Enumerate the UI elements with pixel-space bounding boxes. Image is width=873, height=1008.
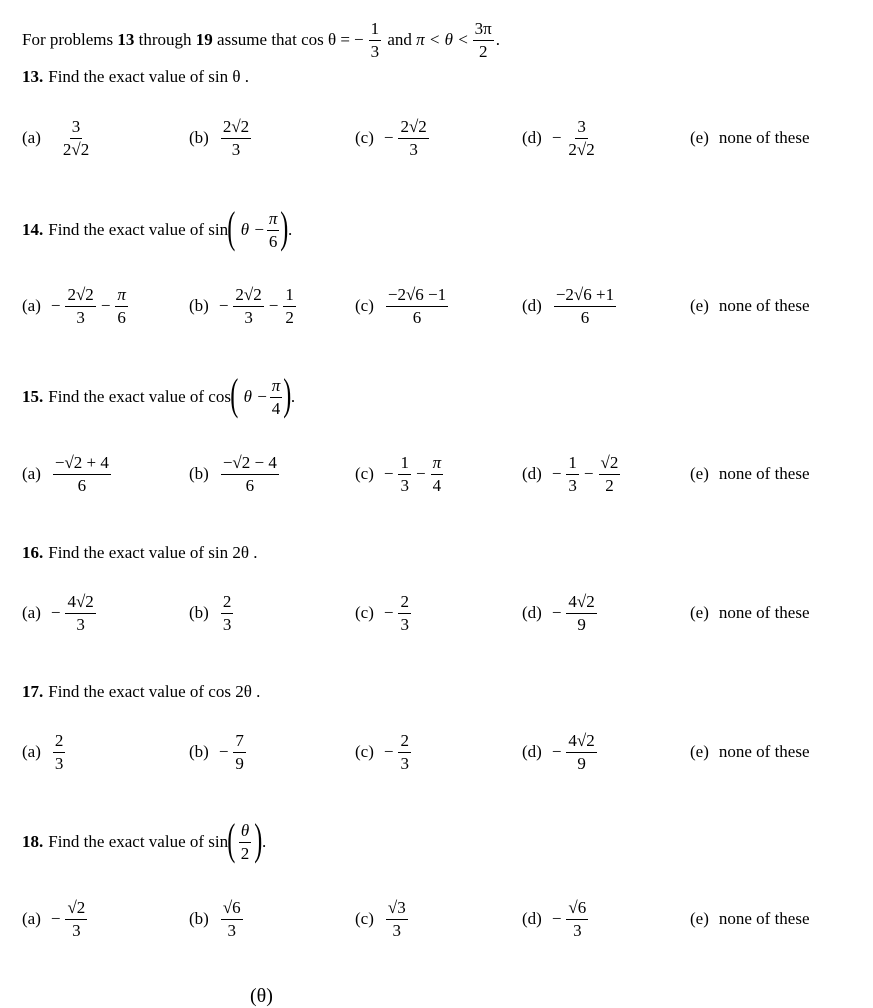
- range-upper-fraction: $\frac{3\pi}{2}$: [474, 18, 492, 61]
- q15-option-c[interactable]: (c) − $\frac{1}{3}$ − $\frac{\pi}{4}$: [355, 452, 442, 495]
- q14-option-e[interactable]: (e) none of these: [690, 296, 810, 315]
- q15-option-e[interactable]: (e) none of these: [690, 464, 810, 483]
- q18-option-b[interactable]: (b) $\frac{√6}{3}$: [189, 897, 241, 940]
- q16-option-a[interactable]: (a) − $\frac{4√2}{3}$: [22, 591, 94, 634]
- q17-option-d[interactable]: (d) − $\frac{4√2}{9}$: [522, 730, 595, 773]
- q18-option-d[interactable]: (d) − $\frac{√6}{3}$: [522, 897, 587, 940]
- problem-intro: For problems 13 through 19 assume that cos θ = − $\frac{1}{3}$ and π < θ < $\frac{3\pi}{2}$ .: [22, 18, 501, 61]
- q18-option-e[interactable]: (e) none of these: [690, 909, 810, 928]
- q16-option-b[interactable]: (b) $\frac{2}{3}$: [189, 591, 232, 634]
- cut-off-expression: (θ): [250, 985, 273, 1007]
- q13-option-d[interactable]: (d) − $\frac{3}{2√2}$: [522, 116, 595, 159]
- question-13: 13. Find the exact value of sin θ .: [22, 67, 250, 86]
- q14-option-c[interactable]: (c) $\frac{-2√6 -1}{6}$: [355, 284, 447, 327]
- q18-option-c[interactable]: (c) $\frac{√3}{3}$: [355, 897, 406, 940]
- q16-option-e[interactable]: (e) none of these: [690, 603, 810, 622]
- question-14: 14. Find the exact value of sin ( θ − $\frac{\pi}{6}$ ) .: [22, 203, 293, 252]
- question-18: 18. Find the exact value of sin ( $\frac{\theta}{2}$ ) .: [22, 815, 267, 864]
- q14-option-b[interactable]: (b) − $\frac{2√2}{3}$ − $\frac{1}{2}$: [189, 284, 294, 327]
- q18-option-a[interactable]: (a) − $\frac{√2}{3}$: [22, 897, 86, 940]
- q14-option-a[interactable]: (a) − $\frac{2√2}{3}$ − $\frac{\pi}{6}$: [22, 284, 126, 327]
- question-17: 17. Find the exact value of cos 2θ .: [22, 682, 261, 701]
- q13-option-e[interactable]: (e) none of these: [690, 128, 810, 147]
- q17-option-a[interactable]: (a) $\frac{2}{3}$: [22, 730, 64, 773]
- q17-option-c[interactable]: (c) − $\frac{2}{3}$: [355, 730, 409, 773]
- question-15: 15. Find the exact value of cos ( θ − $\frac{\pi}{4}$ ) .: [22, 370, 296, 419]
- q15-option-a[interactable]: (a) $\frac{-√2 + 4}{6}$: [22, 452, 109, 495]
- q17-option-b[interactable]: (b) − $\frac{7}{9}$: [189, 730, 244, 773]
- q13-option-b[interactable]: (b) $\frac{2√2}{3}$: [189, 116, 250, 159]
- q17-option-e[interactable]: (e) none of these: [690, 742, 810, 761]
- q15-option-d[interactable]: (d) − $\frac{1}{3}$ − $\frac{√2}{2}$: [522, 452, 619, 495]
- q16-option-d[interactable]: (d) − $\frac{4√2}{9}$: [522, 591, 595, 634]
- q14-option-d[interactable]: (d) $\frac{-2√6 +1}{6}$: [522, 284, 615, 327]
- q16-option-c[interactable]: (c) − $\frac{2}{3}$: [355, 591, 409, 634]
- q15-option-b[interactable]: (b) $\frac{-√2 - 4}{6}$: [189, 452, 277, 495]
- q13-option-c[interactable]: (c) − $\frac{2√2}{3}$: [355, 116, 427, 159]
- question-16: 16. Find the exact value of sin 2θ .: [22, 543, 258, 562]
- cos-fraction: $\frac{1}{3}$: [370, 18, 380, 61]
- q13-option-a[interactable]: (a) $\frac{3}{2√2}$: [22, 116, 90, 159]
